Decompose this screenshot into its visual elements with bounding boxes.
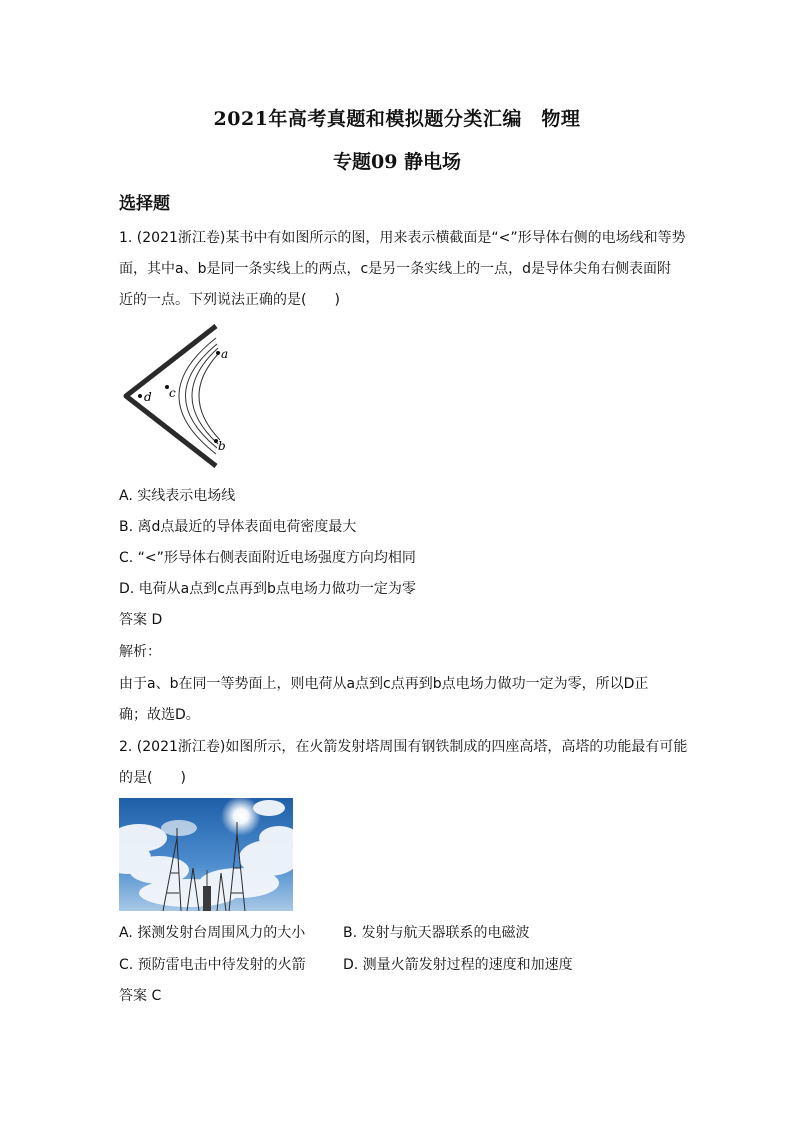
q2-answer: 答案 C xyxy=(119,988,162,1004)
field-lines-figure xyxy=(118,320,248,470)
q1-analysis-line-1: 由于a、b在同一等势面上，则电荷从a点到c点再到b点电场力做功一定为零，所以D正 xyxy=(119,676,649,692)
launch-pad xyxy=(203,886,211,911)
q1-analysis-label: 解析： xyxy=(119,644,161,660)
label-c: c xyxy=(169,386,176,400)
q2-stem-line-1: 2. (2021浙江卷)如图所示，在火箭发射塔周围有钢铁制成的四座高塔，高塔的功能最有可能 xyxy=(119,739,688,755)
q2-stem-line-2: 的是( ) xyxy=(119,770,186,786)
document-subtitle: 专题09 静电场 xyxy=(332,151,462,173)
q1-option-d: D. 电荷从a点到c点再到b点电场力做功一定为零 xyxy=(119,581,416,597)
launch-towers-photo xyxy=(119,798,293,911)
label-b: b xyxy=(218,439,226,453)
q1-answer: 答案 D xyxy=(119,612,163,628)
q1-option-b: B. 离d点最近的导体表面电荷密度最大 xyxy=(119,519,357,535)
q2-option-d: D. 测量火箭发射过程的速度和加速度 xyxy=(343,957,573,973)
section-heading: 选择题 xyxy=(119,194,170,214)
q2-option-b: B. 发射与航天器联系的电磁波 xyxy=(343,925,530,941)
label-a: a xyxy=(221,347,229,361)
q1-option-a: A. 实线表示电场线 xyxy=(119,488,236,504)
field-line-3 xyxy=(192,348,218,444)
q1-stem-line-2: 面，其中a、b是同一条实线上的两点，c是另一条实线上的一点，d是导体尖角右侧表面附 xyxy=(119,261,672,277)
label-d: d xyxy=(144,390,152,404)
point-d xyxy=(138,394,142,398)
q2-option-a: A. 探测发射台周围风力的大小 xyxy=(119,925,306,941)
q1-stem-line-3: 近的一点。下列说法正确的是( ) xyxy=(119,292,340,308)
document-title: 2021年高考真题和模拟题分类汇编 物理 xyxy=(213,108,581,130)
q1-option-c: C. “<”形导体右侧表面附近电场强度方向均相同 xyxy=(119,550,416,566)
field-line-2 xyxy=(186,344,218,448)
q1-analysis-line-2: 确；故选D。 xyxy=(119,707,200,723)
q2-option-c: C. 预防雷电击中待发射的火箭 xyxy=(119,957,306,973)
q1-stem-line-1: 1. (2021浙江卷)某书中有如图所示的图，用来表示横截面是“<”形导体右侧的电场线和等势 xyxy=(119,230,686,246)
point-a xyxy=(216,351,220,355)
